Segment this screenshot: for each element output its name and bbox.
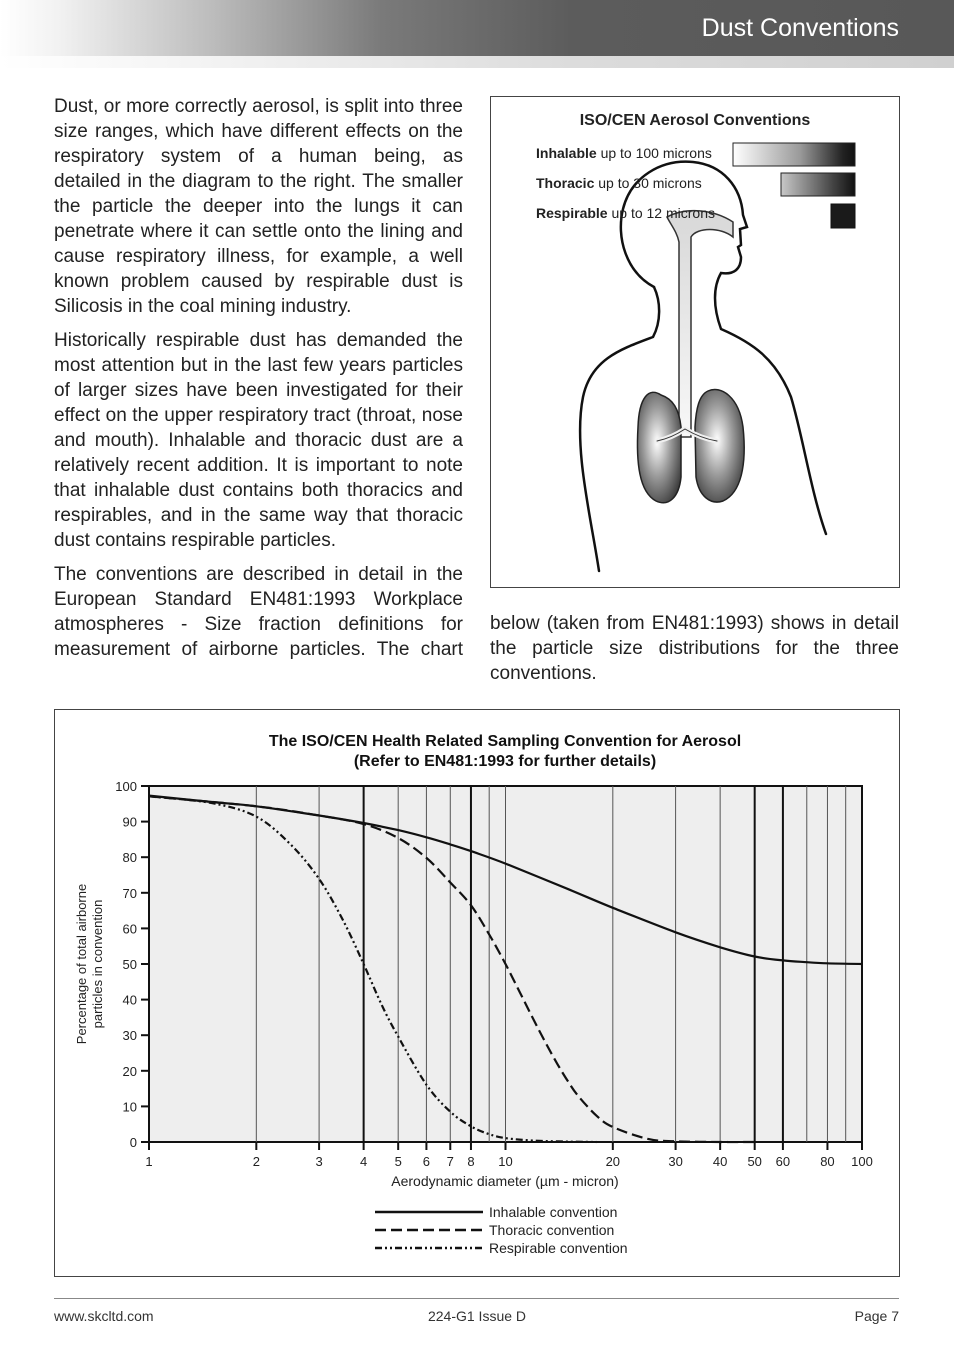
x-tick-label: 3: [315, 1154, 323, 1169]
paragraph: Historically respirable dust has demanded the most attention but in the last few years particles of larger sizes have been investigated for their effect on the upper respiratory tract (throat, nose and mouth). Inhalable and thoracic dust are a relatively recent addition. It is important to note that inhalable dust contains both thoracics and respirables, and in the same way that thoracic dust contains respirable particles.: [54, 330, 463, 551]
left-lung-icon: [637, 392, 681, 502]
legend-label: Thoracic convention: [489, 1222, 615, 1238]
chart-title: The ISO/CEN Health Related Sampling Convention for Aerosol: [268, 733, 742, 750]
x-tick-label: 80: [820, 1154, 835, 1169]
y-tick-label: 100: [115, 779, 137, 794]
x-tick-label: 7: [446, 1154, 454, 1169]
paragraph: The conventions are described in detail in the European Standard EN481:1993 Workplace atmospheres - Size fraction definitions for measurement of airborne particles. The chart: [54, 564, 463, 660]
x-tick-label: 20: [605, 1154, 621, 1169]
row-name: Respirable: [536, 205, 608, 221]
row-desc: up to 100 microns: [600, 145, 712, 161]
x-tick-label: 2: [252, 1154, 260, 1169]
legend-label: Respirable convention: [489, 1240, 628, 1256]
legend-label: Inhalable convention: [489, 1204, 618, 1220]
row-name: Inhalable: [536, 145, 597, 161]
aerosol-illustration: [491, 97, 899, 587]
row-name: Thoracic: [536, 175, 595, 191]
y-tick-label: 70: [122, 885, 137, 901]
y-tick-label: 30: [122, 1028, 137, 1044]
legend-row-inhalable: [536, 145, 712, 161]
x-tick-label: 6: [422, 1154, 431, 1169]
y-axis-label-line-1: Percentage of total airborne: [74, 883, 89, 1045]
legend-row-respirable: [536, 205, 715, 221]
y-axis-label-line-2: particles in convention: [90, 899, 105, 1029]
legend-row-thoracic: [536, 175, 702, 191]
chart-subtitle: (Refer to EN481:1993 for further details): [353, 753, 657, 770]
page-header: [0, 0, 954, 56]
thoracic-bar: [781, 173, 855, 196]
y-tick-label: 90: [122, 814, 137, 830]
y-tick-label: 0: [129, 1135, 137, 1150]
respirable-bar: [831, 204, 855, 228]
footer-page-number: Page 7: [854, 1308, 899, 1324]
header-strip: [0, 56, 954, 68]
x-tick-label: 8: [467, 1154, 475, 1169]
footer-rule: [54, 1298, 899, 1299]
right-lung-icon: [695, 390, 744, 503]
sampling-convention-chart: [54, 709, 900, 1277]
x-tick-label: 1: [145, 1154, 153, 1169]
inhalable-bar: [733, 143, 855, 166]
x-tick-label: 4: [360, 1154, 368, 1169]
diagram-title: ISO/CEN Aerosol Conventions: [579, 112, 811, 129]
page-title: Dust Conventions: [701, 14, 899, 42]
x-tick-label: 30: [668, 1154, 683, 1169]
aerosol-conventions-diagram: [490, 96, 900, 588]
x-axis-label: Aerodynamic diameter (µm - micron): [391, 1173, 619, 1189]
x-tick-label: 50: [747, 1154, 762, 1169]
body-text-left: [54, 94, 463, 671]
chart-canvas: [55, 710, 899, 1276]
x-tick-label: 40: [712, 1154, 728, 1169]
y-tick-label: 60: [122, 921, 137, 937]
x-tick-label: 60: [775, 1154, 791, 1169]
body-text-right: [490, 611, 899, 695]
y-tick-label: 50: [122, 957, 137, 972]
row-desc: up to 30 microns: [598, 175, 702, 191]
footer-website: www.skcltd.com: [54, 1308, 154, 1324]
row-desc: up to 12 microns: [611, 205, 715, 221]
y-tick-label: 40: [122, 992, 137, 1008]
footer-doc-id: 224-G1 Issue D: [427, 1308, 527, 1324]
y-tick-label: 20: [122, 1063, 137, 1079]
x-tick-label: 100: [851, 1154, 873, 1169]
x-tick-label: 10: [498, 1154, 513, 1169]
y-tick-label: 80: [122, 850, 137, 866]
paragraph: below (taken from EN481:1993) shows in detail the particle size distributions for the three conventions.: [490, 613, 899, 684]
chart-legend: [375, 1204, 628, 1256]
y-tick-label: 10: [122, 1099, 137, 1115]
paragraph: Dust, or more correctly aerosol, is split into three size ranges, which have different effects on the respiratory system of a human being, as detailed in the diagram to the right. The smaller the particle the deeper into the lungs it can penetrate where it can settle onto the lining and cause respiratory illness, for example, a well known problem caused by respirable dust is Silicosis in the coal mining industry.: [54, 96, 463, 317]
y-axis-label: [74, 884, 105, 1044]
x-tick-label: 5: [394, 1154, 402, 1169]
